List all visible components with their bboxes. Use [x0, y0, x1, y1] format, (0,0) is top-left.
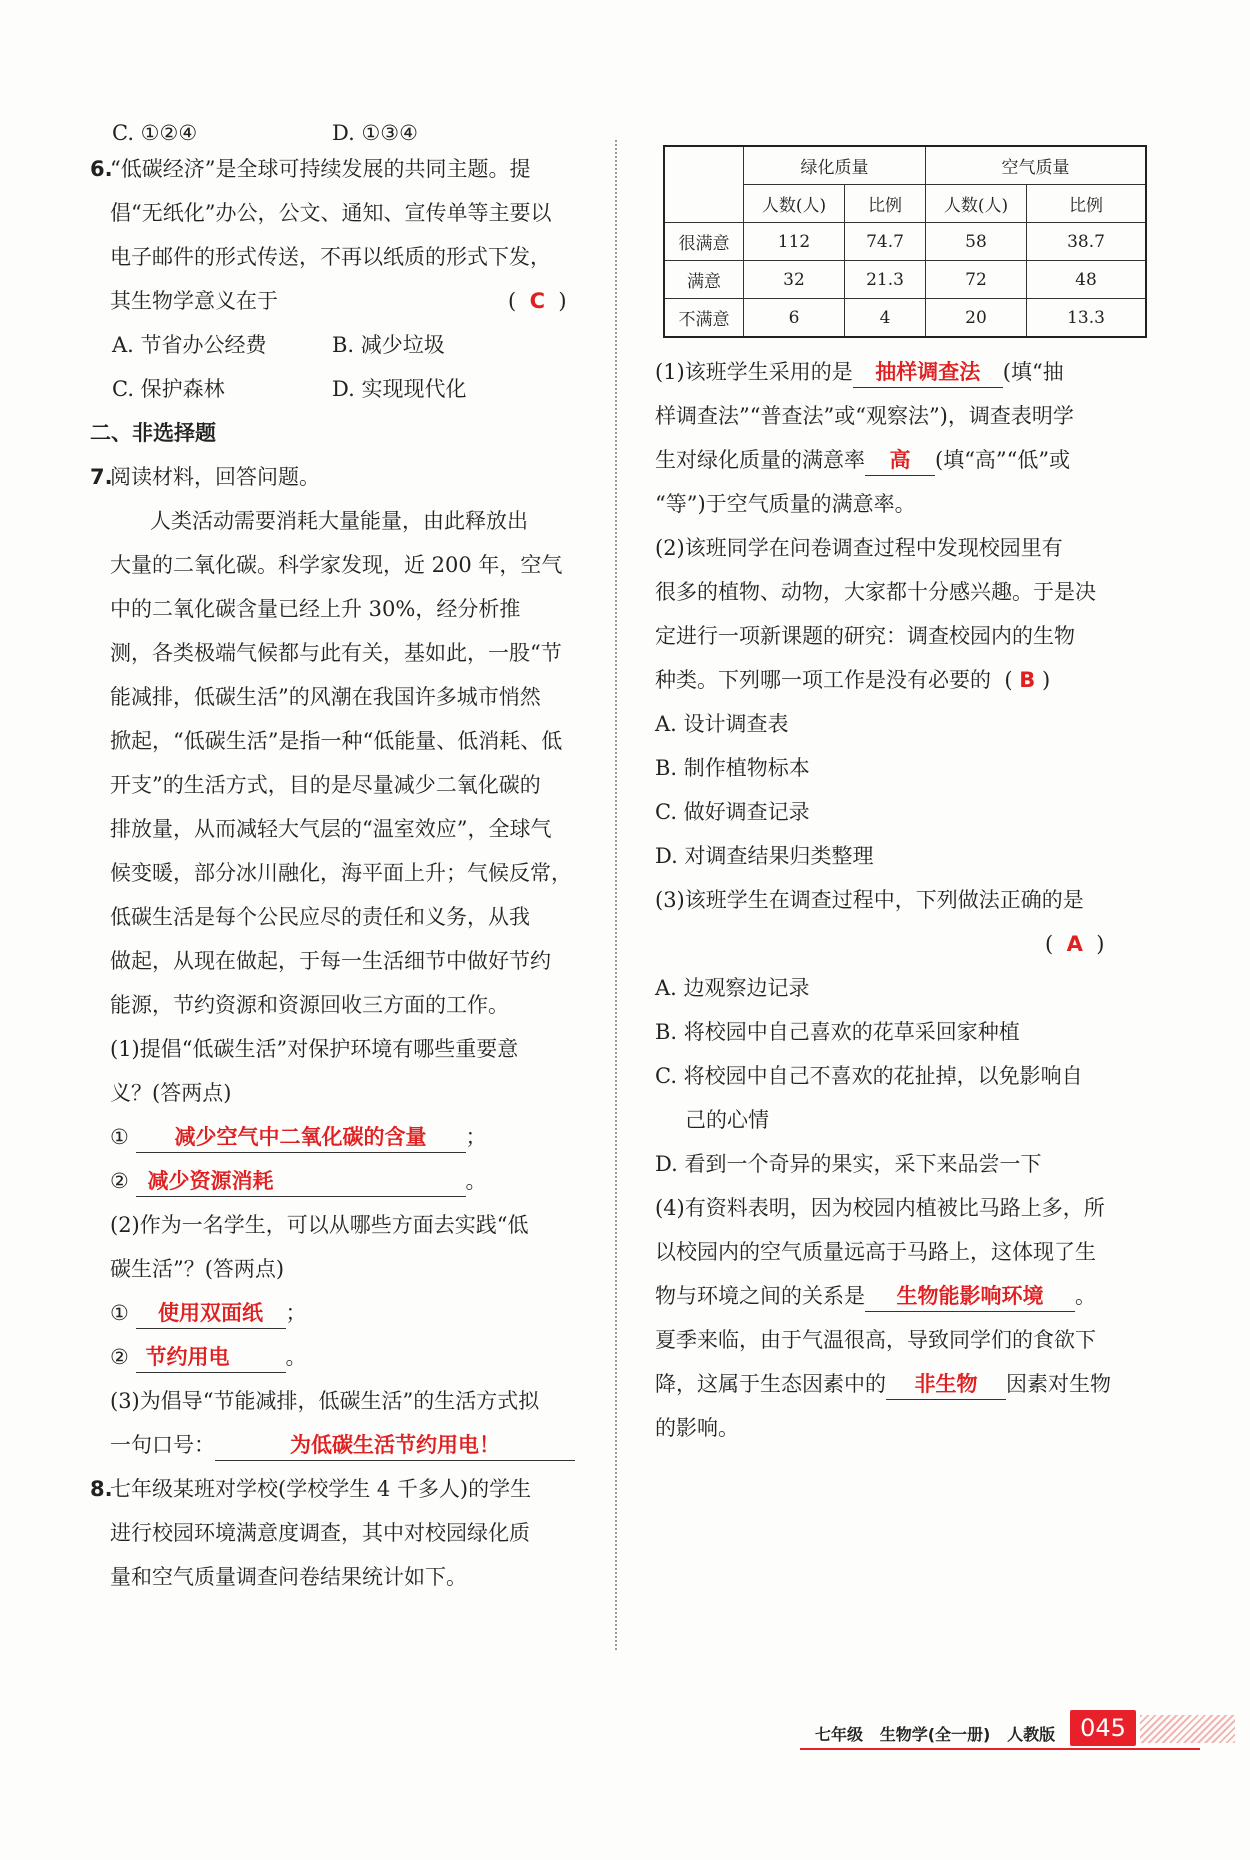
q6-number: 6. [90, 157, 113, 181]
q7-material-2: 大量的二氧化碳。科学家发现，近 200 年，空气 [110, 553, 563, 577]
footer-grade: 七年级 [815, 1725, 864, 1744]
table-subheader: 比例 [845, 185, 926, 223]
q7-material-10: 低碳生活是每个公民应尽的责任和义务，从我 [110, 905, 530, 929]
table-cell: 6 [744, 299, 845, 338]
table-cell: 38.7 [1027, 223, 1147, 261]
table-row [664, 299, 1146, 338]
q7-part1-answer2: ② 减少资源消耗 。 [110, 1164, 487, 1198]
q6-answer: ( C ) [508, 289, 567, 313]
table-cell: 112 [744, 223, 845, 261]
q7-part2-line1: (2)作为一名学生，可以从哪些方面去实践“低 [110, 1213, 529, 1237]
table-row-label: 不满意 [664, 299, 744, 338]
q6-line-4: 其生物学意义在于 [110, 289, 278, 313]
q8-sub3-line1: (3)该班学生在调查过程中，下列做法正确的是 [655, 888, 1084, 912]
q8-line-1: 七年级某班对学校(学校学生 4 千多人)的学生 [110, 1477, 532, 1501]
q8-sub2-option-c: C. 做好调查记录 [655, 800, 810, 824]
table-cell: 21.3 [845, 261, 926, 299]
q7-material-1: 人类活动需要消耗大量能量，由此释放出 [150, 509, 528, 533]
q7-title: 阅读材料，回答问题。 [110, 465, 320, 489]
footer-rule [800, 1748, 1200, 1750]
page-footer [815, 1722, 1055, 1745]
table-header-air: 空气质量 [926, 146, 1147, 185]
table-cell: 58 [926, 223, 1027, 261]
table-row-label: 满意 [664, 261, 744, 299]
q8-sub2-option-a: A. 设计调查表 [655, 712, 789, 736]
table-cell: 4 [845, 299, 926, 338]
q7-part3-line1: (3)为倡导“节能减排，低碳生活”的生活方式拟 [110, 1389, 540, 1413]
page-number: 045 [1070, 1710, 1136, 1746]
q8-sub4-line2: 以校园内的空气质量远高于马路上，这体现了生 [655, 1240, 1096, 1264]
table-cell: 72 [926, 261, 1027, 299]
q8-sub3-answer: ( A ) [1045, 932, 1105, 956]
q7-part3-answer: 一句口号： 为低碳生活节约用电！ [110, 1428, 575, 1462]
q8-sub2-option-d: D. 对调查结果归类整理 [655, 844, 874, 868]
q7-material-6: 掀起，“低碳生活”是指一种“低能量、低消耗、低 [110, 729, 563, 753]
column-divider [615, 140, 617, 1650]
q6-option-b: B. 减少垃圾 [332, 333, 445, 357]
q7-part1-line2: 义？(答两点) [110, 1081, 232, 1105]
table-row [664, 261, 1146, 299]
table-cell: 32 [744, 261, 845, 299]
table-header-greening: 绿化质量 [744, 146, 926, 185]
q8-sub2-line3: 定进行一项新课题的研究：调查校园内的生物 [655, 624, 1075, 648]
section-heading: 二、非选择题 [90, 420, 216, 445]
q7-material-11: 做起，从现在做起，于每一生活细节中做好节约 [110, 949, 551, 973]
q8-sub2-line2: 很多的植物、动物，大家都十分感兴趣。于是决 [655, 580, 1096, 604]
q7-material-4: 测，各类极端气候都与此有关，基如此，一股“节 [110, 641, 562, 665]
q8-sub2-option-b: B. 制作植物标本 [655, 756, 810, 780]
q8-sub4-line1: (4)有资料表明，因为校园内植被比马路上多，所 [655, 1196, 1105, 1220]
q8-sub2-line4: 种类。下列哪一项工作是没有必要的 ( B ) [655, 668, 1051, 692]
table-cell: 20 [926, 299, 1027, 338]
q8-sub1-line2: 样调查法”“普查法”或“观察法”)，调查表明学 [655, 404, 1074, 428]
q5-option-d: D. ①③④ [332, 121, 418, 145]
q7-part1-answer1: ① 减少空气中二氧化碳的含量 ； [110, 1120, 487, 1154]
table-cell: 48 [1027, 261, 1147, 299]
q7-part2-answer2: ② 节约用电 。 [110, 1340, 307, 1374]
survey-table [663, 145, 1147, 338]
q7-part1-line1: (1)提倡“低碳生活”对保护环境有哪些重要意 [110, 1037, 519, 1061]
footer-edition: 人教版 [1007, 1725, 1056, 1744]
q7-part2-answer1: ① 使用双面纸 ； [110, 1296, 307, 1330]
q7-material-8: 排放量，从而减轻大气层的“温室效应”，全球气 [110, 817, 552, 841]
footer-decoration [1140, 1715, 1235, 1743]
q8-sub3-option-d: D. 看到一个奇异的果实，采下来品尝一下 [655, 1152, 1042, 1176]
q7-number: 7. [90, 465, 113, 489]
q8-line-2: 进行校园环境满意度调查，其中对校园绿化质 [110, 1521, 530, 1545]
q8-sub3-option-a: A. 边观察边记录 [655, 976, 810, 1000]
table-row [664, 223, 1146, 261]
table-subheader: 比例 [1027, 185, 1147, 223]
q8-sub1-line3: 生对绿化质量的满意率 高 (填“高”“低”或 [655, 443, 1070, 477]
q8-sub2-line1: (2)该班同学在问卷调查过程中发现校园里有 [655, 536, 1063, 560]
q6-line-1: “低碳经济”是全球可持续发展的共同主题。提 [110, 157, 531, 181]
q8-sub3-option-b: B. 将校园中自己喜欢的花草采回家种植 [655, 1020, 1020, 1044]
q5-option-c: C. ①②④ [112, 121, 198, 145]
q8-sub1-line4: “等”)于空气质量的满意率。 [655, 492, 916, 516]
table-corner [664, 146, 744, 223]
q7-material-3: 中的二氧化碳含量已经上升 30%，经分析推 [110, 597, 521, 621]
q7-material-5: 能减排，低碳生活”的风潮在我国许多城市悄然 [110, 685, 541, 709]
q8-sub1-line1: (1)该班学生采用的是 抽样调查法 (填“抽 [655, 355, 1064, 389]
q8-sub4-line5: 降，这属于生态因素中的 非生物 因素对生物 [655, 1367, 1111, 1401]
q8-number: 8. [90, 1477, 113, 1501]
q6-line-3: 电子邮件的形式传送，不再以纸质的形式下发， [110, 245, 551, 269]
q8-sub3-option-c: C. 将校园中自己不喜欢的花扯掉，以免影响自 [655, 1064, 1083, 1088]
q7-material-9: 候变暖，部分冰川融化，海平面上升；气候反常， [110, 861, 572, 885]
table-row-label: 很满意 [664, 223, 744, 261]
q8-line-3: 量和空气质量调查问卷结果统计如下。 [110, 1565, 467, 1589]
q8-sub4-line4: 夏季来临，由于气温很高，导致同学们的食欲下 [655, 1328, 1096, 1352]
table-subheader: 人数(人) [926, 185, 1027, 223]
q8-sub4-line3: 物与环境之间的关系是 生物能影响环境 。 [655, 1279, 1096, 1313]
q7-material-12: 能源，节约资源和资源回收三方面的工作。 [110, 993, 509, 1017]
q7-material-7: 开支”的生活方式，目的是尽量减少二氧化碳的 [110, 773, 541, 797]
q8-sub4-line6: 的影响。 [655, 1416, 739, 1440]
q6-option-c: C. 保护森林 [112, 377, 225, 401]
q8-sub3-option-c-cont: 己的心情 [685, 1108, 769, 1132]
q6-line-2: 倡“无纸化”办公，公文、通知、宣传单等主要以 [110, 201, 552, 225]
footer-subject: 生物学(全一册) [879, 1725, 991, 1744]
table-cell: 13.3 [1027, 299, 1147, 338]
q7-part2-line2: 碳生活”？(答两点) [110, 1257, 285, 1281]
table-cell: 74.7 [845, 223, 926, 261]
table-subheader: 人数(人) [744, 185, 845, 223]
q6-option-d: D. 实现现代化 [332, 377, 467, 401]
q6-option-a: A. 节省办公经费 [112, 333, 267, 357]
